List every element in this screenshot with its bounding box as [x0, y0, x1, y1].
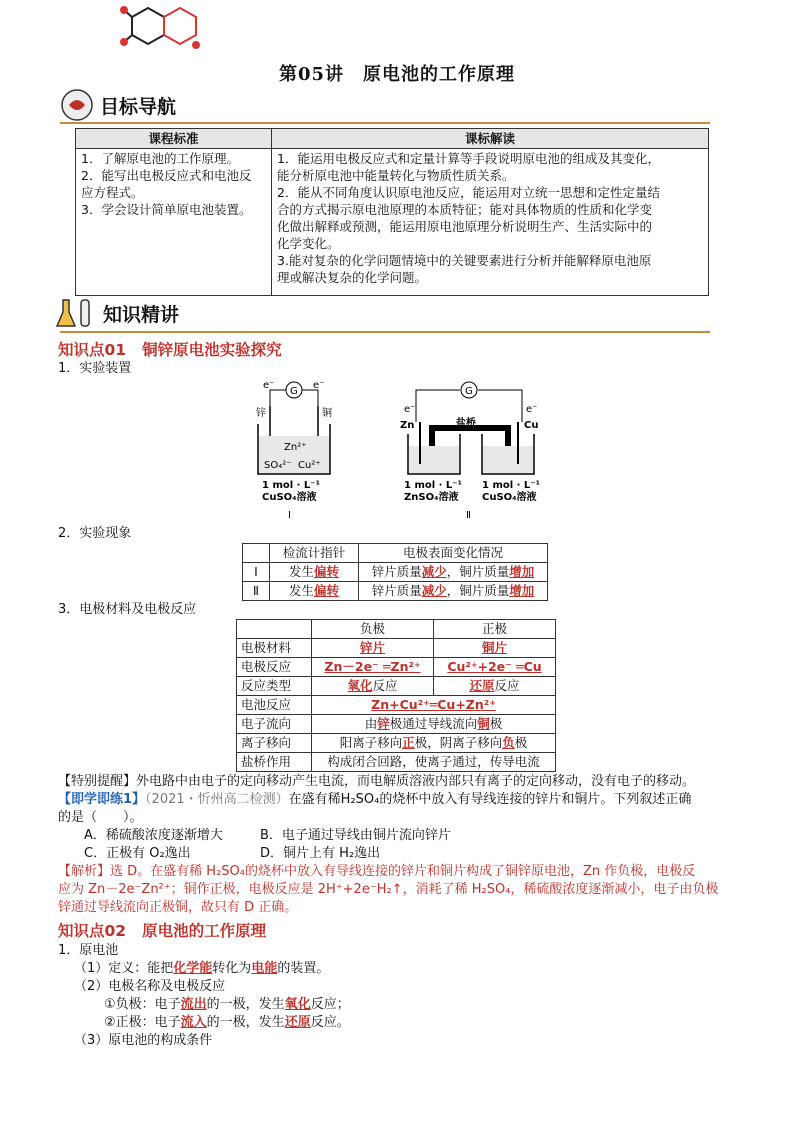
- answer-text: Zn－2e⁻ ═Zn²⁺: [324, 659, 421, 674]
- exercise-question: [58, 791, 691, 809]
- cell-text: 反应: [372, 678, 398, 693]
- question-text: 在盛有稀H₂SO₄的烧杯中放入有导线连接的锌片和铜片。下列叙述正确: [288, 792, 692, 807]
- answer-text: Cu²⁺+2e⁻ ═Cu: [447, 659, 542, 674]
- text: ②正极：电子: [104, 1015, 181, 1030]
- subheading: 3．电极材料及电极反应: [58, 602, 197, 617]
- option-d: D．铜片上有 H₂逸出: [260, 846, 381, 861]
- brain-icon: [60, 88, 94, 122]
- text-line: 化学变化。: [277, 236, 340, 251]
- page-title: 第05讲 原电池的工作原理: [278, 64, 516, 85]
- answer-text: 负: [502, 735, 515, 750]
- answer-text: 减少: [421, 583, 447, 598]
- galvanometer-label: G: [290, 386, 298, 397]
- table-row: [237, 639, 556, 658]
- cell-text: 发生: [288, 564, 314, 579]
- section-header-goals: [60, 88, 176, 122]
- subheading: 1．原电池: [58, 943, 119, 958]
- subheading: 1．实验装置: [58, 361, 132, 376]
- answer-text: 电能: [251, 961, 278, 976]
- subheading: 2．实验现象: [58, 526, 132, 541]
- text-line: 应方程式。: [81, 185, 144, 200]
- concentration-label: 1 mol · L⁻¹: [482, 480, 540, 491]
- figure-number: Ⅰ: [288, 510, 291, 521]
- cell-text: 锌片质量: [371, 583, 422, 598]
- table-row: [237, 715, 556, 734]
- text-line: 1．了解原电池的工作原理。: [81, 151, 239, 166]
- solution-label: CuSO₄溶液: [482, 492, 537, 503]
- table-row: [243, 563, 548, 582]
- subheading: （2）电极名称及电极反应: [74, 979, 226, 994]
- concentration-label: 1 mol · L⁻¹: [262, 480, 320, 491]
- analysis-tag: 【解析】: [58, 864, 111, 879]
- cell-text: 极通过导线流向: [389, 716, 478, 731]
- col-header: 电极表面变化情况: [359, 544, 548, 563]
- text: 反应。: [310, 1015, 350, 1030]
- knowledge-point-2: [58, 919, 266, 941]
- section-title: 知识精讲: [103, 303, 180, 326]
- kp-title: 铜锌原电池实验探究: [142, 341, 282, 359]
- table-row: [243, 582, 548, 601]
- row-label: 电子流向: [237, 715, 312, 734]
- cell-text: 由: [364, 716, 378, 731]
- electron-label: e⁻: [313, 380, 325, 391]
- text: 转化为: [212, 961, 252, 976]
- col-header: [243, 544, 270, 563]
- cell: Ⅰ: [243, 563, 270, 582]
- subheading: （3）原电池的构成条件: [74, 1033, 213, 1048]
- text: （1）定义：能把: [74, 961, 174, 976]
- answer-text: 铜片: [481, 640, 507, 655]
- apparatus-figure-1: [250, 378, 340, 523]
- text-line: 1．能运用电极反应式和定量计算等手段说明原电池的组成及其变化，: [277, 151, 660, 166]
- text: 的装置。: [277, 961, 330, 976]
- analysis: [58, 863, 695, 881]
- text: 的一极，发生: [206, 1015, 285, 1030]
- answer-text: 氧化: [284, 997, 311, 1012]
- zinc-label: 锌: [256, 408, 266, 419]
- figure-number: Ⅱ: [466, 510, 471, 521]
- option-b: B．电子通过导线由铜片流向锌片: [260, 828, 451, 843]
- zn-electrode-label: Zn: [400, 420, 415, 431]
- answer-text: 增加: [509, 583, 535, 598]
- option-a: A．稀硫酸浓度逐渐增大: [84, 828, 223, 843]
- cell-text: 极: [489, 716, 503, 731]
- positive-electrode-line: [104, 1014, 350, 1032]
- cell-text: 发生: [288, 583, 314, 598]
- cell-text: 极: [514, 735, 528, 750]
- salt-bridge-label: 盐桥: [456, 418, 476, 429]
- analysis-text: 应为 Zn－2e⁻Zn²⁺；铜作正极，电极反应是 2H⁺+2e⁻H₂↑，消耗了稀 H₂SO₄，稀硫酸浓度逐渐减小，电子由负极: [58, 882, 719, 897]
- text: ①负极：电子: [104, 997, 181, 1012]
- col-header: 正极: [434, 620, 556, 639]
- kp-number: 知识点02: [58, 922, 127, 940]
- col-header: 负极: [312, 620, 434, 639]
- ion-label: SO₄²⁻: [264, 460, 292, 471]
- section-header-knowledge: [55, 296, 179, 330]
- definition-line: [74, 960, 329, 978]
- analysis-text: 选 D。在盛有稀 H₂SO₄的烧杯中放入有导线连接的锌片和铜片构成了铜锌原电池，Zn 作负极，电极反: [110, 864, 696, 879]
- flask-icon: [55, 296, 97, 330]
- solution-label: CuSO₄溶液: [262, 492, 317, 503]
- cell: Ⅱ: [243, 582, 270, 601]
- answer-text: 偏转: [314, 583, 340, 598]
- answer-text: 偏转: [314, 564, 340, 579]
- answer-text: 锌片: [359, 640, 385, 655]
- cell-text: ，铜片质量: [446, 583, 510, 598]
- text: 的一极，发生: [206, 997, 285, 1012]
- electrode-table: [236, 619, 556, 772]
- ion-label: Zn²⁺: [284, 442, 307, 453]
- text-line: 2．能从不同角度认识原电池反应，能运用对立统一思想和定性定量结: [277, 185, 660, 200]
- text: 反应；: [310, 997, 350, 1012]
- exercise-source: （2021・忻州高二检测）: [145, 792, 289, 807]
- electron-label: e⁻: [263, 380, 275, 391]
- answer-text: 氧化: [347, 678, 373, 693]
- text-line: 能分析原电池中能量转化与物质性质关系。: [277, 168, 515, 183]
- answer-text: 减少: [421, 564, 447, 579]
- col-header: 课程标准: [76, 129, 272, 149]
- answer-text: 化学能: [173, 961, 213, 976]
- phenomena-table: [242, 543, 548, 601]
- row-label: 盐桥作用: [237, 753, 312, 772]
- section-title: 目标导航: [100, 95, 177, 118]
- row-label: 电池反应: [237, 696, 312, 715]
- cell-text: 极，阴离子移向: [414, 735, 503, 750]
- answer-text: 还原: [469, 678, 495, 693]
- text-line: 理或解决复杂的化学问题。: [277, 270, 428, 285]
- answer-text: Zn+Cu²⁺═Cu+Zn²⁺: [371, 697, 496, 712]
- analysis-text: 锌通过导线流向正极铜，故只有 D 正确。: [58, 900, 298, 915]
- answer-text: 锌: [377, 716, 390, 731]
- ion-label: Cu²⁺: [298, 460, 321, 471]
- concentration-label: 1 mol · L⁻¹: [404, 480, 462, 491]
- cell-text: 锌片质量: [371, 564, 422, 579]
- objectives-table: [75, 128, 709, 296]
- divider: [60, 122, 710, 124]
- negative-electrode-line: [104, 996, 350, 1014]
- electron-label: e⁻: [404, 404, 416, 415]
- kp-title: 原电池的工作原理: [142, 922, 267, 940]
- row-label: 离子移向: [237, 734, 312, 753]
- row-label: 电极材料: [237, 639, 312, 658]
- cu-electrode-label: Cu: [524, 420, 539, 431]
- answer-text: 增加: [509, 564, 535, 579]
- apparatus-figure-2: [398, 378, 548, 523]
- solution-label: ZnSO₄溶液: [404, 492, 459, 503]
- text-line: 化做出解释或预测，能运用原电池原理分析说明生产、生活实际中的: [277, 219, 653, 234]
- kp-number: 知识点01: [58, 341, 127, 359]
- question-text: 的是（ ）。: [58, 810, 143, 825]
- molecule-logo: [120, 0, 200, 55]
- answer-text: 流入: [180, 1015, 207, 1030]
- copper-label: 铜: [322, 408, 332, 419]
- cell-text: ，铜片质量: [446, 564, 510, 579]
- col-header: 课标解读: [272, 129, 709, 149]
- table-row: [237, 658, 556, 677]
- answer-text: 还原: [284, 1015, 311, 1030]
- galvanometer-label: G: [465, 386, 473, 397]
- cell-text: 反应: [494, 678, 520, 693]
- text-line: 3.能对复杂的化学问题情境中的关键要素进行分析并能解释原电池原: [277, 253, 652, 268]
- knowledge-point-1: [58, 338, 282, 360]
- exercise-tag: 【即学即练1】: [58, 792, 146, 807]
- text-line: 2．能写出电极反应式和电池反: [81, 168, 252, 183]
- divider: [60, 331, 710, 333]
- option-c: C．正极有 O₂逸出: [84, 846, 191, 861]
- table-row: [237, 696, 556, 715]
- row-label: 电极反应: [237, 658, 312, 677]
- text-line: 合的方式揭示原电池原理的本质特征；能对具体物质的性质和化学变: [277, 202, 653, 217]
- answer-text: 铜: [477, 716, 490, 731]
- answer-text: 流出: [180, 997, 207, 1012]
- answer-text: 正: [402, 735, 415, 750]
- row-label: 反应类型: [237, 677, 312, 696]
- special-tip: 【特别提醒】外电路中由电子的定向移动产生电流，而电解质溶液内部只有离子的定向移动，没有电子的移动。: [58, 774, 696, 789]
- electron-label: e⁻: [526, 404, 538, 415]
- table-row: [237, 677, 556, 696]
- cell-text: 阳离子移向: [339, 735, 403, 750]
- col-header: 检流计指针: [270, 544, 359, 563]
- text-line: 3．学会设计简单原电池装置。: [81, 202, 252, 217]
- cell-text: 构成闭合回路，使离子通过，传导电流: [312, 753, 556, 772]
- table-row: [237, 753, 556, 772]
- table-row: [237, 734, 556, 753]
